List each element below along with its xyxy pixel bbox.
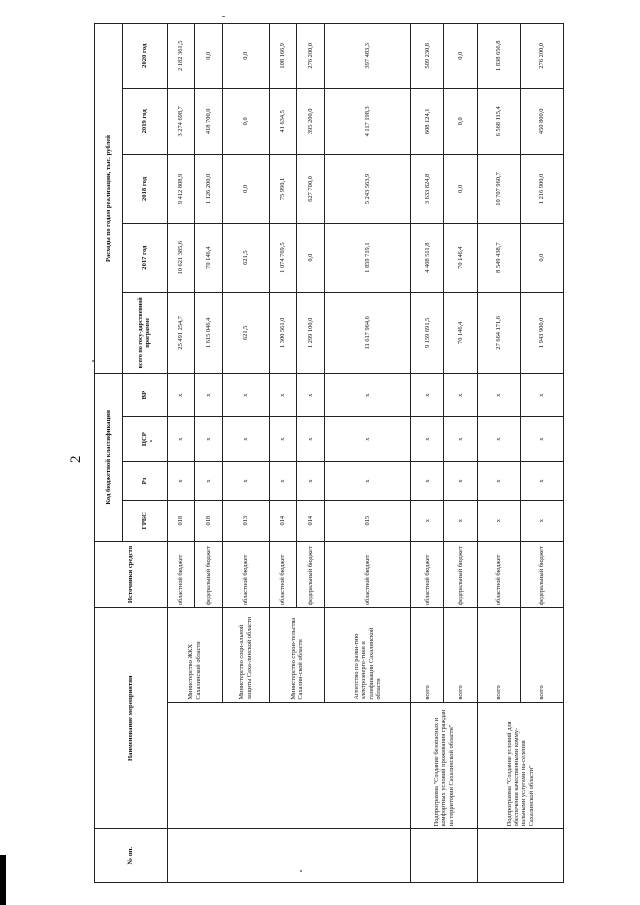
table-row bbox=[477, 23, 520, 882]
cell-org: Министерство строи-тельства Сахалин-ской области bbox=[269, 607, 324, 701]
cell-rz: х bbox=[167, 461, 195, 500]
cell-y2019: 608 124,1 bbox=[411, 88, 444, 155]
page-number: 2 bbox=[68, 455, 84, 463]
cell-source: областной бюджет bbox=[167, 541, 195, 608]
cell-y2020: 0,0 bbox=[444, 23, 477, 88]
cell-y2019: 395 200,0 bbox=[297, 88, 325, 155]
cell-y2019: 3 274 698,7 bbox=[167, 88, 195, 155]
cell-total: 11 617 964,6 bbox=[324, 292, 410, 374]
cell-org: всего bbox=[411, 607, 444, 701]
cell-source: областной бюджет bbox=[324, 541, 410, 608]
cell-org: всего bbox=[444, 607, 477, 701]
header-csr: ЦСР bbox=[123, 416, 168, 461]
cell-y2019: 41 634,5 bbox=[269, 88, 297, 155]
cell-org: всего bbox=[477, 607, 520, 701]
cell-vr: х bbox=[411, 373, 444, 416]
cell-y2019: 418 700,0 bbox=[195, 88, 223, 155]
cell-y2017: 70 146,4 bbox=[195, 223, 223, 292]
cell-total: 1 300 561,0 bbox=[269, 292, 297, 374]
cell-source: областной бюджет bbox=[477, 541, 520, 608]
cell-y2020: 0,0 bbox=[195, 23, 223, 88]
cell-y2018: 75 990,1 bbox=[269, 154, 297, 223]
cell-y2020: 108 166,9 bbox=[269, 23, 297, 88]
cell-csr: х bbox=[269, 416, 297, 461]
cell-org: Министерство ЖКХ Сахалинской области bbox=[167, 607, 222, 701]
cell-grbs: х bbox=[444, 500, 477, 541]
cell-source: федеральный бюджет bbox=[297, 541, 325, 608]
cell-vr: х bbox=[297, 373, 325, 416]
header-2018: 2018 год bbox=[123, 154, 168, 223]
cell-y2018: 5 243 563,9 bbox=[324, 154, 410, 223]
cell-total: 70 146,4 bbox=[444, 292, 477, 374]
cell-rz: х bbox=[520, 461, 563, 500]
cell-csr: х bbox=[324, 416, 410, 461]
cell-y2020: 397 483,3 bbox=[324, 23, 410, 88]
cell-rz: х bbox=[222, 461, 269, 500]
cell-name: Подпрограмма "Создание безопасных и комфортных условий проживания граждан на территории Сахалинской области" bbox=[411, 702, 478, 829]
cell-org: всего bbox=[520, 607, 563, 701]
cell-name bbox=[167, 702, 410, 829]
cell-grbs: 014 bbox=[269, 500, 297, 541]
cell-y2019: 6 568 115,4 bbox=[477, 88, 520, 155]
cell-total: 9 159 691,5 bbox=[411, 292, 444, 374]
cell-y2018: 9 412 808,9 bbox=[167, 154, 195, 223]
cell-num bbox=[411, 828, 478, 882]
header-num: № пп. bbox=[95, 828, 168, 882]
cell-y2019: 0,0 bbox=[444, 88, 477, 155]
cell-y2017: 70 146,4 bbox=[444, 223, 477, 292]
cell-csr: х bbox=[520, 416, 563, 461]
cell-csr: х bbox=[195, 416, 223, 461]
cell-source: областной бюджет bbox=[222, 541, 269, 608]
cell-y2017: 0,0 bbox=[297, 223, 325, 292]
header-grbs: ГРБС bbox=[123, 500, 168, 541]
cell-source: областной бюджет bbox=[269, 541, 297, 608]
cell-csr: х bbox=[477, 416, 520, 461]
header-budget-code: Код бюджетной классификации bbox=[95, 373, 123, 540]
cell-rz: х bbox=[195, 461, 223, 500]
cell-y2018: 3 633 824,8 bbox=[411, 154, 444, 223]
header-rz: Рз bbox=[123, 461, 168, 500]
cell-rz: х bbox=[297, 461, 325, 500]
cell-name: Подпрограмма "Создание условий для обеспечения качественными комму-нальными услугами на-селения Сахалинской области" bbox=[477, 702, 563, 829]
cell-y2020: 276 200,0 bbox=[297, 23, 325, 88]
cell-grbs: х bbox=[520, 500, 563, 541]
cell-vr: х bbox=[222, 373, 269, 416]
cell-total: 621,5 bbox=[222, 292, 269, 374]
cell-y2017: 1 859 719,1 bbox=[324, 223, 410, 292]
cell-csr: х bbox=[222, 416, 269, 461]
cell-csr: х bbox=[444, 416, 477, 461]
cell-rz: х bbox=[324, 461, 410, 500]
table-row bbox=[411, 23, 444, 882]
cell-csr: х bbox=[297, 416, 325, 461]
cell-total: 27 664 171,6 bbox=[477, 292, 520, 374]
cell-vr: х bbox=[477, 373, 520, 416]
cell-grbs: 018 bbox=[195, 500, 223, 541]
expenses-table bbox=[94, 23, 564, 883]
header-2017: 2017 год bbox=[123, 223, 168, 292]
cell-total: 1 943 900,0 bbox=[520, 292, 563, 374]
header-sources: Источники средств bbox=[95, 541, 168, 608]
cell-vr: х bbox=[324, 373, 410, 416]
cell-y2020: 1 838 656,8 bbox=[477, 23, 520, 88]
cell-source: федеральный бюджет bbox=[520, 541, 563, 608]
cell-vr: х bbox=[167, 373, 195, 416]
cell-total: 1 615 046,4 bbox=[195, 292, 223, 374]
cell-source: федеральный бюджет bbox=[444, 541, 477, 608]
cell-y2018: 0,0 bbox=[444, 154, 477, 223]
cell-rz: х bbox=[444, 461, 477, 500]
cell-num bbox=[477, 828, 563, 882]
cell-org: Агентство по разви-тию электроэнерге-тики и газификации Сахалинской области bbox=[324, 607, 410, 701]
header-name: Наименование мероприятия bbox=[95, 607, 168, 828]
cell-rz: х bbox=[269, 461, 297, 500]
header-row-1 bbox=[95, 23, 123, 882]
cell-csr: х bbox=[411, 416, 444, 461]
rotated-sheet bbox=[60, 13, 580, 893]
cell-y2020: 0,0 bbox=[222, 23, 269, 88]
cell-y2018: 1 216 900,0 bbox=[520, 154, 563, 223]
scan-edge-mark bbox=[0, 855, 6, 905]
cell-grbs: 018 bbox=[167, 500, 195, 541]
cell-csr: х bbox=[167, 416, 195, 461]
cell-vr: х bbox=[444, 373, 477, 416]
cell-y2020: 276 200,0 bbox=[520, 23, 563, 88]
cell-rz: х bbox=[411, 461, 444, 500]
cell-y2017: 8 549 438,7 bbox=[477, 223, 520, 292]
cell-total: 1 299 100,0 bbox=[297, 292, 325, 374]
cell-y2017: 10 621 385,6 bbox=[167, 223, 195, 292]
cell-y2017: 0,0 bbox=[520, 223, 563, 292]
cell-y2020: 509 230,8 bbox=[411, 23, 444, 88]
cell-vr: х bbox=[195, 373, 223, 416]
cell-y2020: 2 182 361,5 bbox=[167, 23, 195, 88]
cell-num bbox=[167, 828, 410, 882]
header-vr: ВР bbox=[123, 373, 168, 416]
cell-source: областной бюджет bbox=[411, 541, 444, 608]
cell-source: федеральный бюджет bbox=[195, 541, 223, 608]
header-2020: 2020 год bbox=[123, 23, 168, 88]
cell-y2018: 10 707 960,7 bbox=[477, 154, 520, 223]
cell-vr: х bbox=[520, 373, 563, 416]
cell-grbs: 013 bbox=[222, 500, 269, 541]
cell-grbs: 015 bbox=[324, 500, 410, 541]
header-2019: 2019 год bbox=[123, 88, 168, 155]
cell-org: Министерство соци-альной защиты Саха-линской области bbox=[222, 607, 269, 701]
cell-grbs: 014 bbox=[297, 500, 325, 541]
cell-y2018: 0,0 bbox=[222, 154, 269, 223]
cell-y2019: 450 800,0 bbox=[520, 88, 563, 155]
cell-grbs: х bbox=[411, 500, 444, 541]
cell-y2017: 1 074 769,5 bbox=[269, 223, 297, 292]
header-total: всего по госу-дарственной программе bbox=[123, 292, 168, 374]
cell-y2018: 627 700,0 bbox=[297, 154, 325, 223]
cell-y2017: 4 408 511,8 bbox=[411, 223, 444, 292]
table-row bbox=[167, 23, 195, 882]
cell-rz: х bbox=[477, 461, 520, 500]
cell-y2019: 4 117 198,3 bbox=[324, 88, 410, 155]
cell-total: 25 491 254,7 bbox=[167, 292, 195, 374]
cell-y2018: 1 126 200,0 bbox=[195, 154, 223, 223]
header-expenses: Расходы по годам реализации, тыс. рублей bbox=[95, 23, 123, 373]
cell-y2017: 621,5 bbox=[222, 223, 269, 292]
cell-vr: х bbox=[269, 373, 297, 416]
cell-y2019: 0,0 bbox=[222, 88, 269, 155]
cell-grbs: х bbox=[477, 500, 520, 541]
